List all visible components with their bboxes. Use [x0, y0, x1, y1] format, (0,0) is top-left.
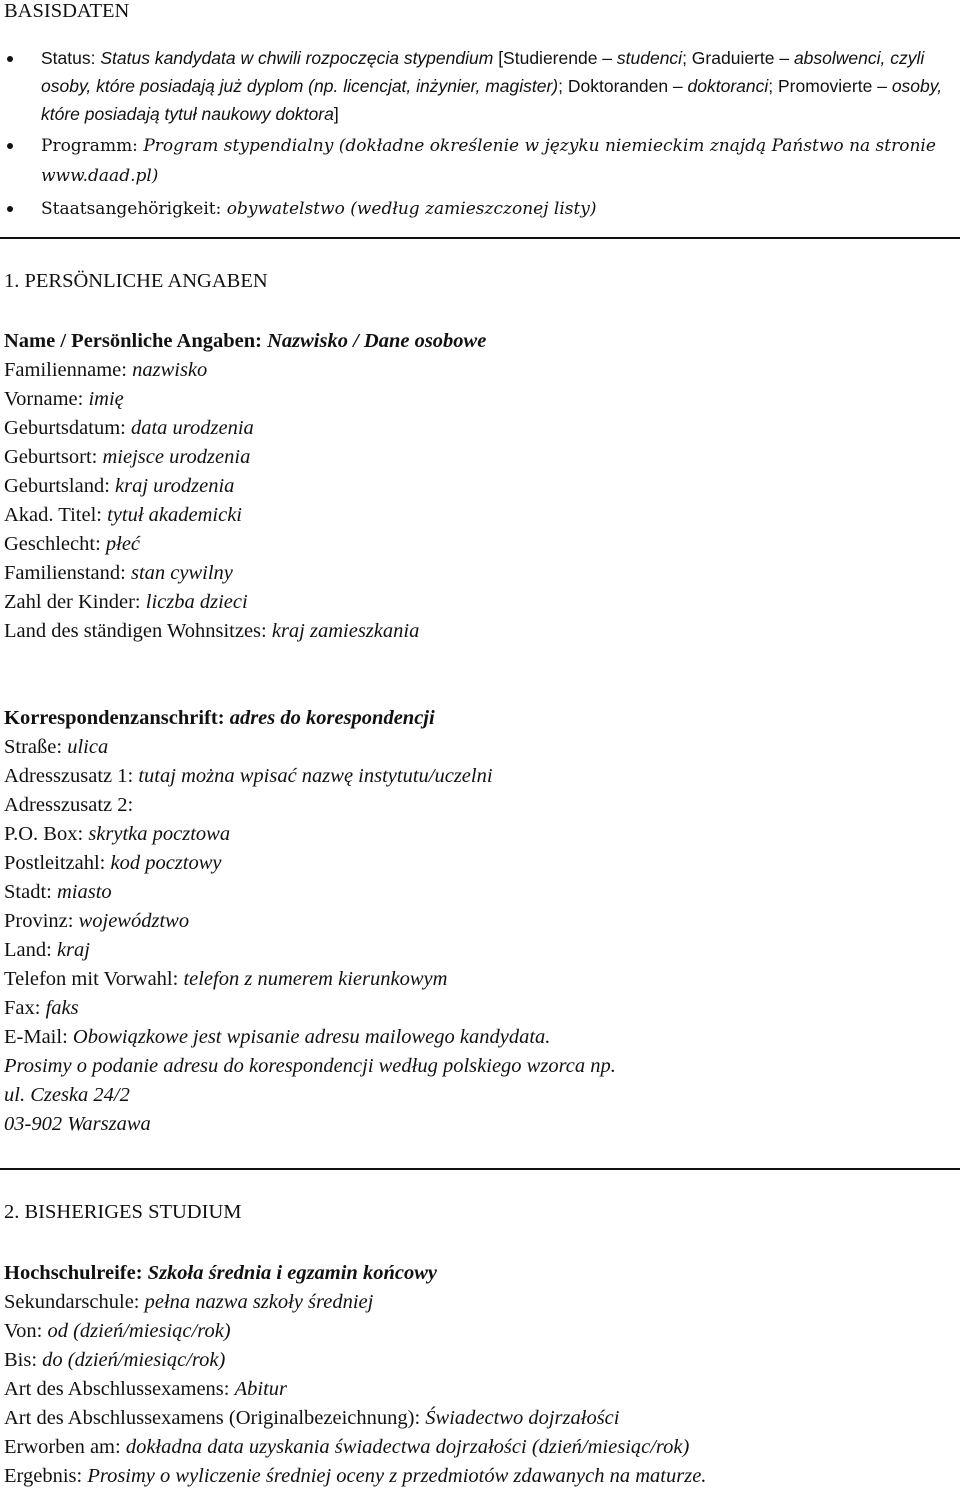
field-value: do (dzień/miesiąc/rok): [42, 1349, 226, 1371]
field-label: Akad. Titel:: [4, 504, 108, 526]
field-row: [4, 1375, 954, 1404]
field-label: Adresszusatz 1:: [4, 765, 139, 787]
field-label: Stadt:: [4, 881, 57, 903]
field-row: [4, 965, 954, 994]
study-block: [4, 1259, 954, 1491]
field-label: Land des ständigen Wohnsitzes:: [4, 620, 272, 642]
field-value: tytuł akademicki: [107, 504, 242, 526]
programm-item: [4, 131, 954, 191]
field-row: [4, 733, 954, 762]
field-row: [4, 530, 954, 559]
status-item: [4, 44, 954, 128]
field-label: P.O. Box:: [4, 823, 89, 845]
name-heading-value: Nazwisko / Dane osobowe: [267, 330, 487, 352]
field-row: [4, 791, 954, 820]
name-heading-label: Name / Persönliche Angaben:: [4, 330, 268, 352]
field-label: Von:: [4, 1320, 48, 1342]
field-value: dokładna data uzyskania świadectwa dojrzałości (dzień/miesiąc/rok): [125, 1436, 690, 1458]
field-row: [4, 385, 954, 414]
field-row: [4, 617, 954, 646]
field-label: Geburtsland:: [4, 475, 116, 497]
divider: [0, 237, 960, 239]
personal-data-block: [4, 327, 954, 646]
field-label: Art des Abschlussexamens (Originalbezeichnung):: [4, 1407, 426, 1429]
field-row: [4, 472, 954, 501]
field-value: od (dzień/miesiąc/rok): [47, 1320, 231, 1342]
field-value: Świadectwo dojrzałości: [425, 1407, 620, 1429]
field-label: Geschlecht:: [4, 533, 106, 555]
field-label: Erworben am:: [4, 1436, 126, 1458]
basisdaten-heading: BASISDATEN: [4, 0, 130, 22]
field-value: faks: [45, 997, 79, 1019]
address-note: Prosimy o podanie adresu do korespondencji według polskiego wzorca np.: [4, 1055, 616, 1077]
programm-label: Programm:: [41, 136, 144, 156]
field-label: Zahl der Kinder:: [4, 591, 146, 613]
field-row: [4, 1317, 954, 1346]
field-row: [4, 1346, 954, 1375]
field-row: [4, 559, 954, 588]
field-label: Sekundarschule:: [4, 1291, 145, 1313]
field-row: [4, 878, 954, 907]
correspondence-block: [4, 704, 954, 1139]
field-row: [4, 588, 954, 617]
staat-item: [4, 194, 954, 224]
basisdaten-list: [4, 44, 954, 224]
address-example-city: 03-902 Warszawa: [4, 1113, 151, 1135]
status-text: [Studierende –: [493, 48, 617, 68]
field-value: kod pocztowy: [110, 852, 222, 874]
korr-heading-value: adres do korespondencji: [229, 707, 435, 729]
field-row: [4, 501, 954, 530]
field-label: E-Mail:: [4, 1026, 73, 1048]
field-row: [4, 849, 954, 878]
address-example-street: ul. Czeska 24/2: [4, 1084, 130, 1106]
name-heading: [4, 327, 954, 356]
field-label: Fax:: [4, 997, 46, 1019]
field-value: miejsce urodzenia: [102, 446, 251, 468]
status-promovierte: ; Promovierte –: [768, 76, 892, 96]
korr-heading-label: Korrespondenzanschrift:: [4, 707, 230, 729]
field-row: [4, 820, 954, 849]
field-value: Prosimy o wyliczenie średniej oceny z przedmiotów zdawanych na maturze.: [87, 1465, 707, 1487]
field-value: pełna nazwa szkoły średniej: [144, 1291, 374, 1313]
field-value: stan cywilny: [130, 562, 233, 584]
staat-desc: obywatelstwo (według zamieszczonej listy): [226, 199, 597, 219]
hochschulreife-label: Hochschulreife:: [4, 1262, 148, 1284]
field-label: Familienstand:: [4, 562, 131, 584]
section2-heading: 2. BISHERIGES STUDIUM: [4, 1201, 242, 1223]
status-studenci: studenci: [616, 48, 683, 68]
programm-desc: Program stypendialny (dokładne określenie w języku niemieckim znajdą Państwo na stronie www.daad.pl): [41, 136, 936, 186]
field-row: [4, 443, 954, 472]
field-value: tutaj można wpisać nazwę instytutu/uczelni: [138, 765, 493, 787]
field-row: [4, 762, 954, 791]
field-value: Obowiązkowe jest wpisanie adresu mailowego kandydata.: [72, 1026, 551, 1048]
field-row: [4, 1023, 954, 1052]
section1-heading: 1. PERSÖNLICHE ANGABEN: [4, 270, 268, 292]
field-value: telefon z numerem kierunkowym: [183, 968, 448, 990]
field-value: liczba dzieci: [145, 591, 248, 613]
field-value: miasto: [56, 881, 112, 903]
field-label: Geburtsdatum:: [4, 417, 131, 439]
field-label: Telefon mit Vorwahl:: [4, 968, 184, 990]
field-value: płeć: [105, 533, 141, 555]
status-graduierte: ; Graduierte –: [682, 48, 794, 68]
field-value: imię: [88, 388, 124, 410]
status-doktoranden: ; Doktoranden –: [558, 76, 688, 96]
field-value: ulica: [67, 736, 109, 758]
field-row: [4, 1404, 954, 1433]
field-value: skrytka pocztowa: [88, 823, 231, 845]
field-row: [4, 994, 954, 1023]
field-row: [4, 1433, 954, 1462]
korr-heading: [4, 704, 954, 733]
field-value: województwo: [78, 910, 190, 932]
field-row: [4, 414, 954, 443]
hochschulreife-value: Szkoła średnia i egzamin końcowy: [147, 1262, 437, 1284]
status-label: Status:: [41, 48, 101, 68]
field-label: Geburtsort:: [4, 446, 103, 468]
field-label: Vorname:: [4, 388, 89, 410]
field-row: [4, 936, 954, 965]
field-label: Postleitzahl:: [4, 852, 111, 874]
status-doktoranci: doktoranci: [687, 76, 769, 96]
field-row: [4, 907, 954, 936]
field-value: kraj urodzenia: [115, 475, 235, 497]
field-value: Abitur: [234, 1378, 288, 1400]
status-absolwenci: absolwenci, czyli osoby, które posiadają już dyplom (np. licencjat, inżynier, magister): [41, 48, 925, 96]
field-row: [4, 356, 954, 385]
field-row: [4, 1288, 954, 1317]
field-value: kraj zamieszkania: [271, 620, 420, 642]
status-end: ]: [333, 104, 339, 124]
field-value: nazwisko: [132, 359, 208, 381]
field-label: Art des Abschlussexamens:: [4, 1378, 235, 1400]
field-label: Bis:: [4, 1349, 43, 1371]
field-label: Ergebnis:: [4, 1465, 88, 1487]
field-row: [4, 1462, 954, 1491]
field-value: kraj: [56, 939, 90, 961]
field-label: Straße:: [4, 736, 68, 758]
field-label: Land:: [4, 939, 57, 961]
field-value: data urodzenia: [130, 417, 254, 439]
status-desc: Status kandydata w chwili rozpoczęcia stypendium: [100, 48, 494, 68]
field-label: Adresszusatz 2:: [4, 794, 134, 816]
hochschulreife-heading: [4, 1259, 954, 1288]
divider: [0, 1168, 960, 1170]
field-label: Provinz:: [4, 910, 79, 932]
status-osoby: osoby, które posiadają tytuł naukowy doktora: [41, 76, 943, 124]
field-label: Familienname:: [4, 359, 133, 381]
staat-label: Staatsangehörigkeit:: [41, 199, 227, 219]
